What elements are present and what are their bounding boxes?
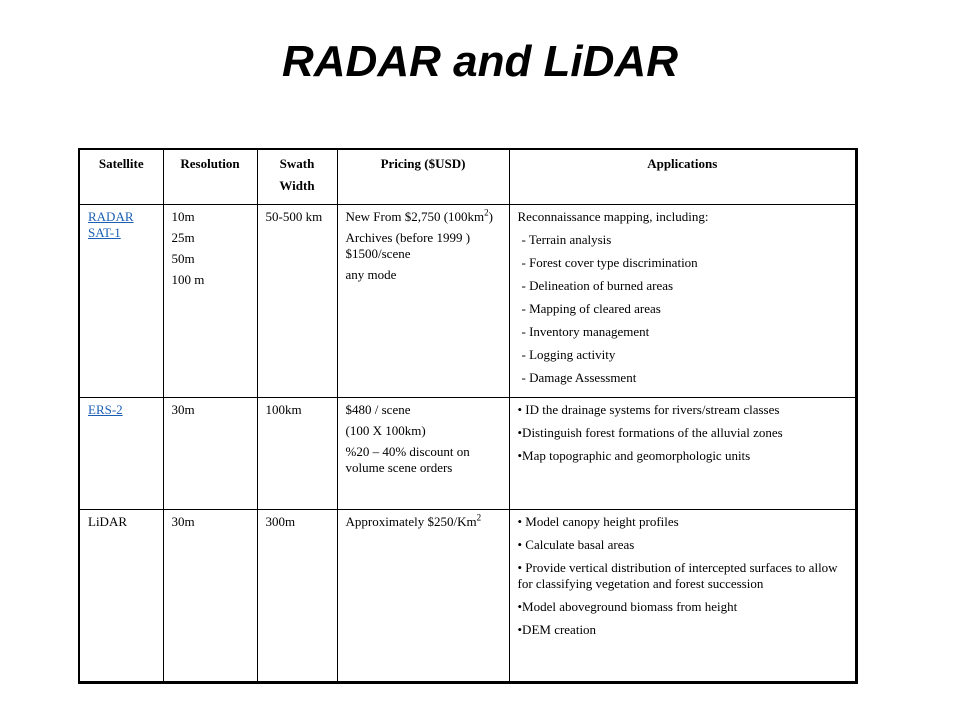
application-item: • Model canopy height profiles	[517, 514, 679, 529]
application-item: - Terrain analysis	[521, 232, 612, 247]
application-item: • ID the drainage systems for rivers/stream classes	[517, 402, 780, 417]
table	[80, 150, 855, 681]
application-item: •Map topographic and geomorphologic units	[517, 448, 751, 463]
header-applications: Applications	[509, 150, 855, 205]
satellite-comparison-table	[78, 148, 858, 684]
cell-applications	[509, 398, 855, 510]
header-swath-width	[257, 150, 337, 205]
cell-swath: 50-500 km	[257, 205, 337, 398]
cell-satellite	[80, 398, 163, 510]
table-row-lidar	[80, 510, 855, 682]
table-row-ers2	[80, 398, 855, 510]
resolution-value: 10m	[171, 209, 195, 224]
header-resolution: Resolution	[163, 150, 257, 205]
pricing-mode: any mode	[345, 267, 397, 282]
cell-swath: 100km	[257, 398, 337, 510]
ers2-link[interactable]: ERS-2	[88, 402, 123, 417]
pricing-line: (100 X 100km)	[345, 423, 426, 438]
radarsat-link[interactable]: RADAR SAT-1	[88, 209, 134, 240]
cell-resolution: 30m	[163, 510, 257, 682]
header-swath-line1: Swath	[279, 156, 315, 171]
cell-pricing	[337, 510, 509, 682]
cell-resolution	[163, 205, 257, 398]
application-item: - Logging activity	[521, 347, 616, 362]
application-item: •Distinguish forest formations of the alluvial zones	[517, 425, 783, 440]
application-item: • Provide vertical distribution of intercepted surfaces to allow for classifying vegetation and forest succession	[517, 560, 838, 591]
pricing-line: Approximately $250/Km$^2$	[345, 512, 482, 529]
pricing-line: %20 – 40% discount on volume scene orders	[345, 444, 470, 475]
application-item: - Mapping of cleared areas	[521, 301, 661, 316]
header-swath-line2: Width	[279, 178, 315, 193]
application-item: - Forest cover type discrimination	[521, 255, 698, 270]
cell-applications	[509, 205, 855, 398]
header-satellite: Satellite	[80, 150, 163, 205]
resolution-value: 50m	[171, 251, 195, 266]
pricing-line: $480 / scene	[345, 402, 411, 417]
application-item: • Calculate basal areas	[517, 537, 635, 552]
applications-intro: Reconnaissance mapping, including:	[517, 209, 709, 224]
pricing-new: New From $2,750 $(100km^2)$	[345, 207, 494, 224]
resolution-value: 100 m	[171, 272, 205, 287]
cell-pricing	[337, 398, 509, 510]
slide-title: RADAR and LiDAR	[282, 37, 678, 86]
cell-resolution: 30m	[163, 398, 257, 510]
cell-satellite	[80, 205, 163, 398]
cell-swath: 300m	[257, 510, 337, 682]
cell-pricing	[337, 205, 509, 398]
table-header-row	[80, 150, 855, 205]
table-row-radarsat	[80, 205, 855, 398]
application-item: •DEM creation	[517, 622, 597, 637]
application-item: - Delineation of burned areas	[521, 278, 674, 293]
application-item: •Model aboveground biomass from height	[517, 599, 738, 614]
cell-applications	[509, 510, 855, 682]
application-item: - Inventory management	[521, 324, 650, 339]
application-item: - Damage Assessment	[521, 370, 637, 385]
cell-satellite: LiDAR	[80, 510, 163, 682]
resolution-value: 25m	[171, 230, 195, 245]
header-pricing: Pricing ($USD)	[337, 150, 509, 205]
pricing-archives: Archives (before 1999 ) $1500/scene	[345, 230, 471, 261]
